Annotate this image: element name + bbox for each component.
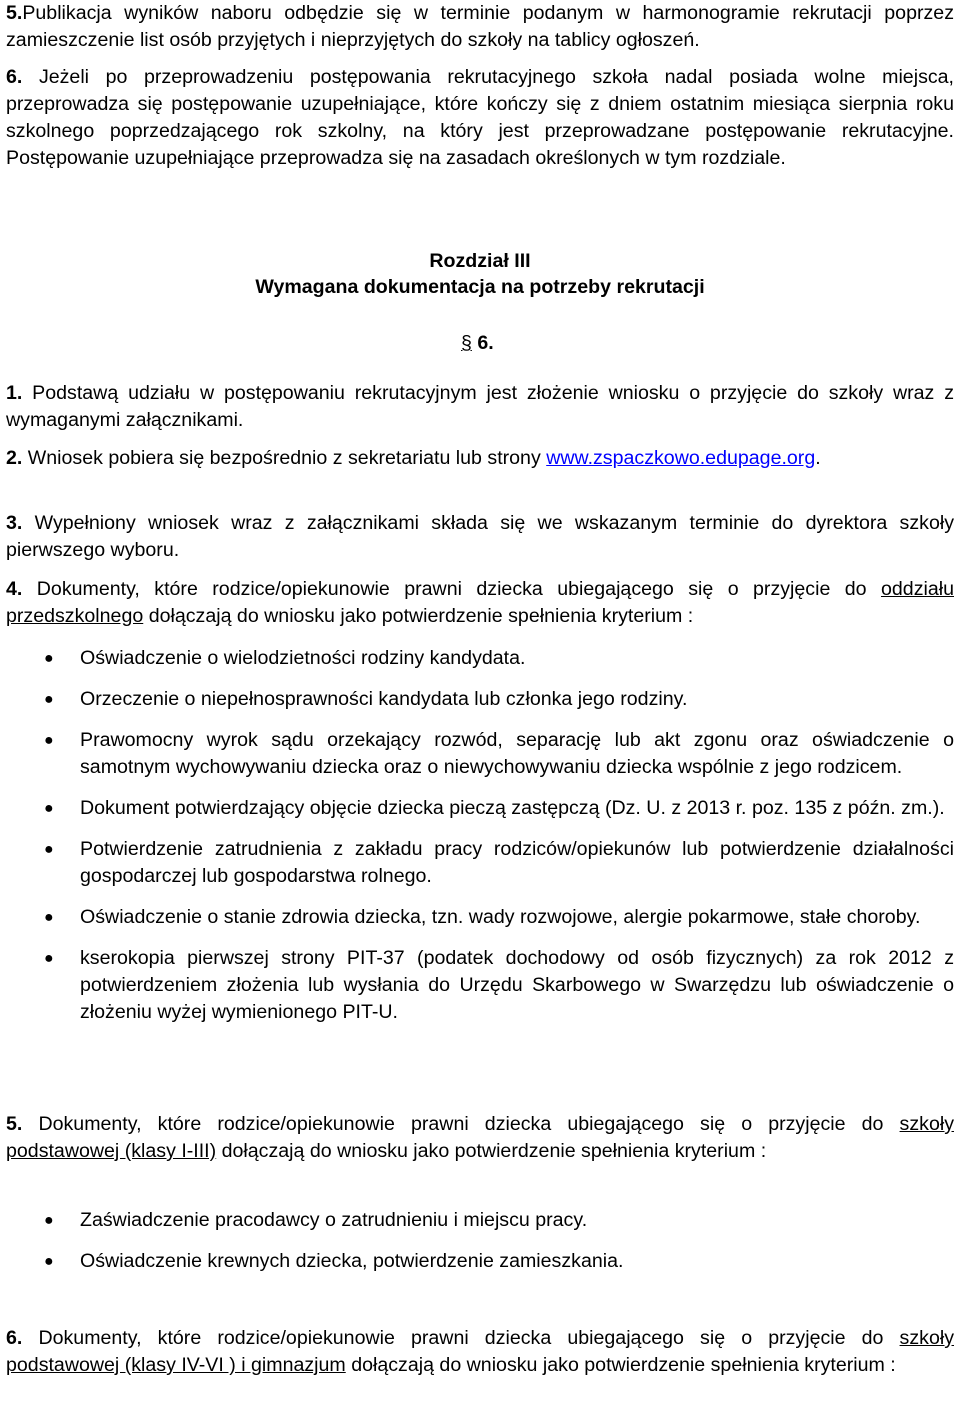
item-3-text: Wypełniony wniosek wraz z załącznikami składa się we wskazanym terminie do dyrektora szkoły pierwszego wyboru. [6,512,954,561]
item-4 [6,576,954,630]
bullet-icon: ● [44,950,54,967]
item-5 [6,1111,954,1165]
section-sign: § [461,332,472,354]
bullet-icon: ● [44,691,54,708]
section-heading [461,330,494,357]
item-3 [6,510,954,564]
item-2-end: . [815,447,821,469]
list-item [6,645,954,672]
list-item [6,727,954,781]
item-5-text-after: dołączają do wniosku jako potwierdzenie spełnienia kryterium : [216,1140,767,1162]
item-2-text: Wniosek pobiera się bezpośrednio z sekretariatu lub strony [22,447,547,469]
item-4-document-list [6,645,954,1026]
bullet-icon: ● [44,800,54,817]
list-item [6,686,954,713]
item-6-text-after: dołączają do wniosku jako potwierdzenie spełnienia kryterium : [345,1354,896,1376]
list-item-text: Oświadczenie o stanie zdrowia dziecka, tzn. wady rozwojowe, alergie pokarmowe, stałe choroby. [80,906,921,928]
item-1 [6,380,954,434]
item-6-text-before: Dokumenty, które rodzice/opiekunowie prawni dziecka ubiegającego się o przyjęcie do [22,1327,900,1349]
chapter-subtitle: Wymagana dokumentacja na potrzeby rekrutacji [255,276,705,298]
item-4-text-after: dołączają do wniosku jako potwierdzenie spełnienia kryterium : [143,605,694,627]
section-number: 6. [477,332,494,354]
list-item-text: kserokopia pierwszej strony PIT-37 (podatek dochodowy od osób fizycznych) za rok 2012 z potwierdzeniem złożenia lub wysłania do Urzędu Skarbowego w Swarzędzu lub oświadczenie o złożeniu wyżej wymienionego PIT-U. [80,947,954,1023]
list-item-text: Prawomocny wyrok sądu orzekający rozwód, separację lub akt zgonu oraz oświadczenie o samotnym wychowywaniu dziecka oraz o niewychowywaniu dziecka wspólnie z jego rodzicem. [80,729,954,778]
item-4-text-before: Dokumenty, które rodzice/opiekunowie prawni dziecka ubiegającego się o przyjęcie do [22,578,881,600]
item-4-number: 4. [6,578,23,600]
list-item-text: Oświadczenie krewnych dziecka, potwierdzenie zamieszkania. [80,1250,624,1272]
paragraph-6-text: Jeżeli po przeprowadzeniu postępowania rekrutacyjnego szkoła nadal posiada wolne miejsca, przeprowadza się postępowanie uzupełniające, które kończy się z dniem ostatnim miesiąca sierpnia roku szkolnego poprzedzającego rok szkolny, na który jest przeprowadzane postępowanie rekrutacyjne. Postępowanie uzupełniające przeprowadza się na zasadach określonych w tym rozdziale. [6,66,954,169]
bullet-icon: ● [44,1212,54,1229]
list-item-text: Zaświadczenie pracodawcy o zatrudnieniu i miejscu pracy. [80,1209,588,1231]
bullet-icon: ● [44,909,54,926]
bullet-icon: ● [44,650,54,667]
list-item-text: Oświadczenie o wielodzietności rodziny kandydata. [80,647,526,669]
item-5-number: 5. [6,1113,23,1135]
item-1-text: Podstawą udziału w postępowaniu rekrutacyjnym jest złożenie wniosku o przyjęcie do szkoły wraz z wymaganymi załącznikami. [6,382,954,431]
item-6 [6,1325,954,1379]
chapter-title: Rozdział III [429,250,531,272]
item-2-number: 2. [6,447,23,469]
bullet-icon: ● [44,1253,54,1270]
bullet-icon: ● [44,732,54,749]
item-6-number: 6. [6,1327,23,1349]
list-item-text: Orzeczenie o niepełnosprawności kandydata lub członka jego rodziny. [80,688,688,710]
item-5-document-list [6,1207,954,1275]
paragraph-5-text: Publikacja wyników naboru odbędzie się w terminie podanym w harmonogramie rekrutacji poprzez zamieszczenie list osób przyjętych i nieprzyjętych do szkoły na tablicy ogłoszeń. [6,2,954,51]
paragraph-6-number: 6. [6,66,23,88]
item-5-text-before: Dokumenty, które rodzice/opiekunowie prawni dziecka ubiegającego się o przyjęcie do [22,1113,900,1135]
list-item-text: Potwierdzenie zatrudnienia z zakładu pracy rodziców/opiekunów lub potwierdzenie działalności gospodarczej lub gospodarstwa rolnego. [80,838,954,887]
list-item [6,836,954,890]
item-3-number: 3. [6,512,23,534]
list-item [6,795,954,822]
item-4-underlined: oddziału przedszkolnego [6,578,954,627]
list-item [6,1248,954,1275]
school-website-link[interactable]: www.zspaczkowo.edupage.org [546,447,816,469]
list-item [6,945,954,1026]
list-item [6,1207,954,1234]
list-item-text: Dokument potwierdzający objęcie dziecka pieczą zastępczą (Dz. U. z 2013 r. poz. 135 z późn. zm.). [80,797,945,819]
bullet-icon: ● [44,841,54,858]
paragraph-5-number: 5. [6,2,23,24]
item-1-number: 1. [6,382,23,404]
list-item [6,904,954,931]
paragraph-6 [6,64,954,172]
item-6-underlined: szkoły podstawowej (klasy IV-VI ) i gimnazjum [6,1327,954,1376]
item-5-underlined: szkoły podstawowej (klasy I-III) [6,1113,954,1162]
paragraph-5 [6,0,954,54]
item-2 [6,445,954,472]
